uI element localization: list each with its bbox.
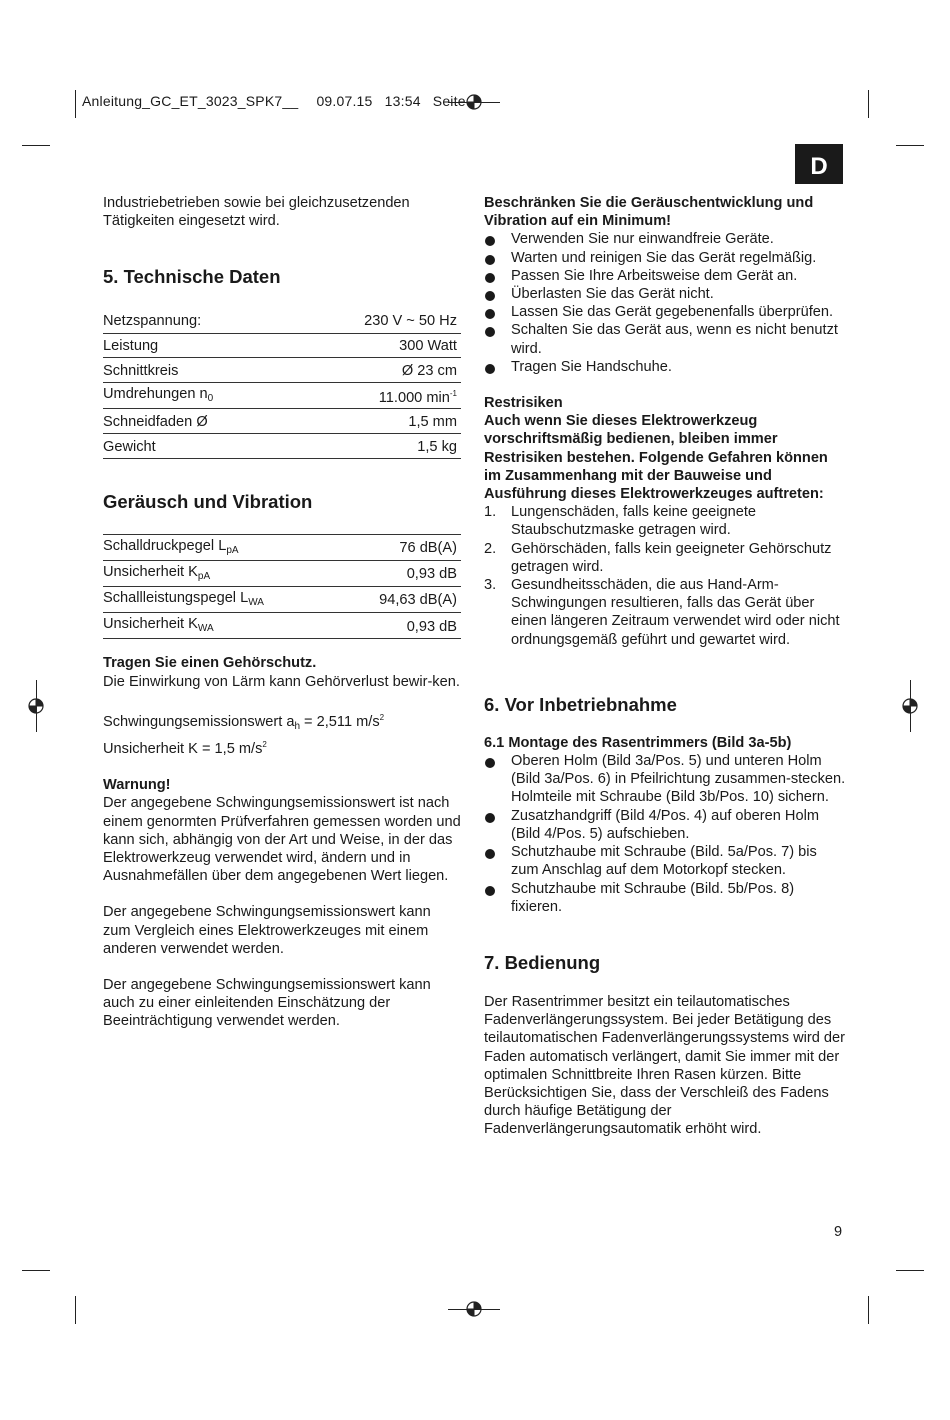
spec-label-cell — [103, 586, 340, 612]
bullet-item: Warten und reinigen Sie das Gerät regelmäßig. — [484, 249, 846, 267]
print-slug — [82, 93, 466, 109]
risk-text: Lungenschäden, falls keine geeignete Staubschutzmaske getragen wird. — [511, 504, 757, 539]
spec-label: Schnittkreis — [103, 363, 179, 380]
page-number: 9 — [834, 1224, 843, 1240]
tech-data-row — [103, 433, 461, 458]
tech-data-row — [103, 382, 461, 408]
setup-subheading: 6.1 Montage des Rasentrimmers (Bild 3a-5b) — [484, 734, 792, 751]
spec-label-subscript: WA — [197, 623, 214, 635]
spec-value: 0,93 dB — [406, 618, 457, 635]
warning-heading: Warnung! — [103, 777, 171, 794]
spec-value: 11.000 min — [378, 390, 450, 407]
vibration-label: Schwingungsemissionswert a — [103, 713, 295, 730]
bullet-item: Oberen Holm (Bild 3a/Pos. 5) und unteren Holm (Bild 3a/Pos. 6) in Pfeilrichtung zusammen-stecken. Holmteile mit Schraube (Bild 3b/Pos. 10) sichern. — [484, 752, 846, 807]
spec-value-cell — [340, 613, 461, 639]
spec-label: Leistung — [103, 338, 159, 355]
crop-mark — [896, 1270, 924, 1271]
spec-label: Umdrehungen n — [103, 385, 208, 402]
intro-text: Industriebetrieben sowie bei gleichzusetzenden Tätigkeiten eingesetzt wird. — [103, 195, 410, 230]
spec-value: 1,5 kg — [417, 438, 457, 455]
spec-value-cell — [294, 433, 461, 458]
risk-text: Gesundheitsschäden, die aus Hand-Arm-Schwingungen resultieren, falls das Gerät über einen längeren Zeitraum verwendet wird oder nicht ordnungsgemäß geführt und gewartet wird. — [511, 577, 840, 648]
risk-text: Gehörschäden, falls kein geeigneter Gehörschutz getragen wird. — [511, 540, 832, 575]
crop-mark — [75, 90, 76, 118]
spec-label: Schallleistungspegel L — [103, 589, 249, 606]
spec-label-cell — [103, 433, 294, 458]
spec-label: Gewicht — [103, 438, 156, 455]
noise-data-row — [103, 534, 461, 560]
tech-data-heading: 5. Technische Daten — [103, 266, 281, 288]
spec-value: 76 dB(A) — [399, 540, 457, 557]
setup-list — [484, 752, 846, 916]
bullet-item: Verwenden Sie nur einwandfreie Geräte. — [484, 230, 846, 248]
uncertainty-label: Unsicherheit K = 1,5 m/s — [103, 740, 263, 757]
crop-mark — [868, 1296, 869, 1324]
spec-value: Ø 23 cm — [401, 363, 457, 380]
noise-data-row — [103, 586, 461, 612]
registration-line — [910, 680, 911, 732]
registration-line — [36, 680, 37, 732]
spec-label-cell — [103, 358, 294, 383]
limit-noise-heading: Beschränken Sie die Geräuschentwicklung und Vibration auf ein Minimum! — [484, 195, 814, 230]
vibration-uncertainty — [103, 736, 461, 758]
risk-item — [484, 503, 846, 539]
hearing-protection-text: Die Einwirkung von Lärm kann Gehörverlust bewir-ken. — [103, 673, 460, 690]
right-column — [484, 194, 846, 1139]
vibration-sub: h — [294, 720, 300, 732]
risk-number: 3. — [484, 577, 497, 594]
warning-text: Der angegebene Schwingungsemissionswert ist nach einem genormten Prüfverfahren gemessen worden und kann sich, abhängig von der Art und Weise, in der das Elektrowerkzeug verwendet wird, ändern und in Ausnahmefällen über dem angegebenen Wert liegen. — [103, 795, 461, 885]
risk-number: 1. — [484, 504, 497, 521]
residual-risk-title: Restrisiken — [484, 395, 563, 412]
risk-item — [484, 540, 846, 576]
spec-value-cell — [294, 358, 461, 383]
spec-value-superscript: -1 — [449, 389, 457, 399]
noise-data-row — [103, 613, 461, 639]
residual-risk-intro: Auch wenn Sie dieses Elektrowerkzeug vorschriftsmäßig bedienen, bleiben immer Restrisiken bestehen. Folgende Gefahren können im Zusammenhang mit der Bauweise und Ausführung dieses Elektrowerkzeuges auftreten: — [484, 413, 828, 503]
spec-value-cell — [294, 308, 461, 333]
spec-value-cell — [340, 560, 461, 586]
hearing-protection-heading: Tragen Sie einen Gehörschutz. — [103, 655, 317, 672]
spec-label: Schneidfaden Ø — [103, 413, 208, 430]
spec-label-subscript: 0 — [207, 392, 214, 404]
spec-label: Unsicherheit K — [103, 563, 198, 580]
spec-label: Unsicherheit K — [103, 616, 198, 633]
spec-value: 1,5 mm — [408, 413, 457, 430]
spec-label: Schalldruckpegel L — [103, 537, 227, 554]
print-time: 13:54 — [384, 93, 421, 109]
uncertainty-sup: 2 — [262, 739, 267, 749]
spec-label-cell — [103, 560, 340, 586]
spec-label-cell — [103, 534, 340, 560]
setup-heading: 6. Vor Inbetriebnahme — [484, 693, 677, 715]
bullet-item: Passen Sie Ihre Arbeitsweise dem Gerät an. — [484, 267, 846, 285]
spec-value: 300 Watt — [399, 338, 457, 355]
print-page-word: Seite — [432, 93, 466, 109]
tech-data-table — [103, 308, 461, 458]
bullet-item: Überlasten Sie das Gerät nicht. — [484, 285, 846, 303]
tech-data-row — [103, 308, 461, 333]
print-date: 09.07.15 — [316, 93, 373, 109]
bullet-item: Schutzhaube mit Schraube (Bild. 5b/Pos. 8) fixieren. — [484, 880, 846, 916]
vibration-sup: 2 — [379, 712, 385, 722]
tech-data-row — [103, 358, 461, 383]
print-file-name: Anleitung_GC_ET_3023_SPK7__ — [82, 93, 299, 109]
spec-value: 94,63 dB(A) — [379, 592, 457, 609]
vibration-value — [103, 709, 461, 736]
spec-label-cell — [103, 409, 294, 434]
tech-data-row — [103, 333, 461, 358]
spec-value-cell — [340, 586, 461, 612]
left-column — [103, 194, 461, 1031]
bullet-item: Schutzhaube mit Schraube (Bild. 5a/Pos. 7) bis zum Anschlag auf dem Motorkopf stecken. — [484, 843, 846, 879]
registration-line — [448, 1309, 500, 1310]
spec-label-subscript: pA — [226, 544, 239, 556]
risk-item — [484, 576, 846, 649]
vibration-comparison-text: Der angegebene Schwingungsemissionswert kann zum Vergleich eines Elektrowerkzeuges mit einem anderen verwendet werden. — [103, 904, 431, 957]
spec-label-cell — [103, 382, 294, 408]
vibration-assessment-text: Der angegebene Schwingungsemissionswert kann auch zu einer einleitenden Einschätzung der Beeinträchtigung verwendet werden. — [103, 977, 431, 1030]
spec-label-subscript: WA — [248, 596, 264, 608]
spec-value-cell — [340, 534, 461, 560]
crop-mark — [22, 1270, 50, 1271]
crop-mark — [22, 145, 50, 146]
spec-value-cell — [294, 333, 461, 358]
risk-number: 2. — [484, 540, 497, 557]
spec-label: Netzspannung: — [103, 313, 202, 330]
noise-data-row — [103, 560, 461, 586]
bullet-item: Lassen Sie das Gerät gegebenenfalls überprüfen. — [484, 303, 846, 321]
language-badge: D — [795, 144, 843, 184]
crop-mark — [868, 90, 869, 118]
crop-mark — [896, 145, 924, 146]
crop-mark — [75, 1296, 76, 1324]
spec-value-cell — [294, 409, 461, 434]
limit-noise-list — [484, 230, 846, 376]
spec-value: 230 V ~ 50 Hz — [364, 313, 457, 330]
spec-label-subscript: pA — [197, 570, 211, 582]
spec-label-cell — [103, 308, 294, 333]
bullet-item: Tragen Sie Handschuhe. — [484, 358, 846, 376]
spec-label-cell — [103, 333, 294, 358]
residual-risk-list — [484, 503, 846, 649]
spec-label-cell — [103, 613, 340, 639]
noise-table — [103, 534, 461, 640]
spec-value-cell — [294, 382, 461, 408]
tech-data-row — [103, 409, 461, 434]
bullet-item: Zusatzhandgriff (Bild 4/Pos. 4) auf oberen Holm (Bild 4/Pos. 5) aufschieben. — [484, 807, 846, 843]
operation-text: Der Rasentrimmer besitzt ein teilautomatisches Fadenverlängerungssystem. Bei jeder Betätigung des teilautomatischen Fadenverlängerungssystems wird der Faden automatisch verlängert, damit Sie immer mit der optimalen Schnittbreite Ihren Rasen kürzen. Bitte Berücksichtigen Sie, dass der Verschleiß des Fadens durch häufige Betätigung der Fadenverlängerungsautomatik erhöht wird. — [484, 993, 845, 1138]
vibration-number: = 2,511 m/s — [300, 713, 380, 730]
bullet-item: Schalten Sie das Gerät aus, wenn es nicht benutzt wird. — [484, 321, 846, 357]
operation-heading: 7. Bedienung — [484, 951, 601, 973]
spec-value: 0,93 dB — [406, 566, 457, 583]
noise-heading: Geräusch und Vibration — [103, 490, 313, 512]
